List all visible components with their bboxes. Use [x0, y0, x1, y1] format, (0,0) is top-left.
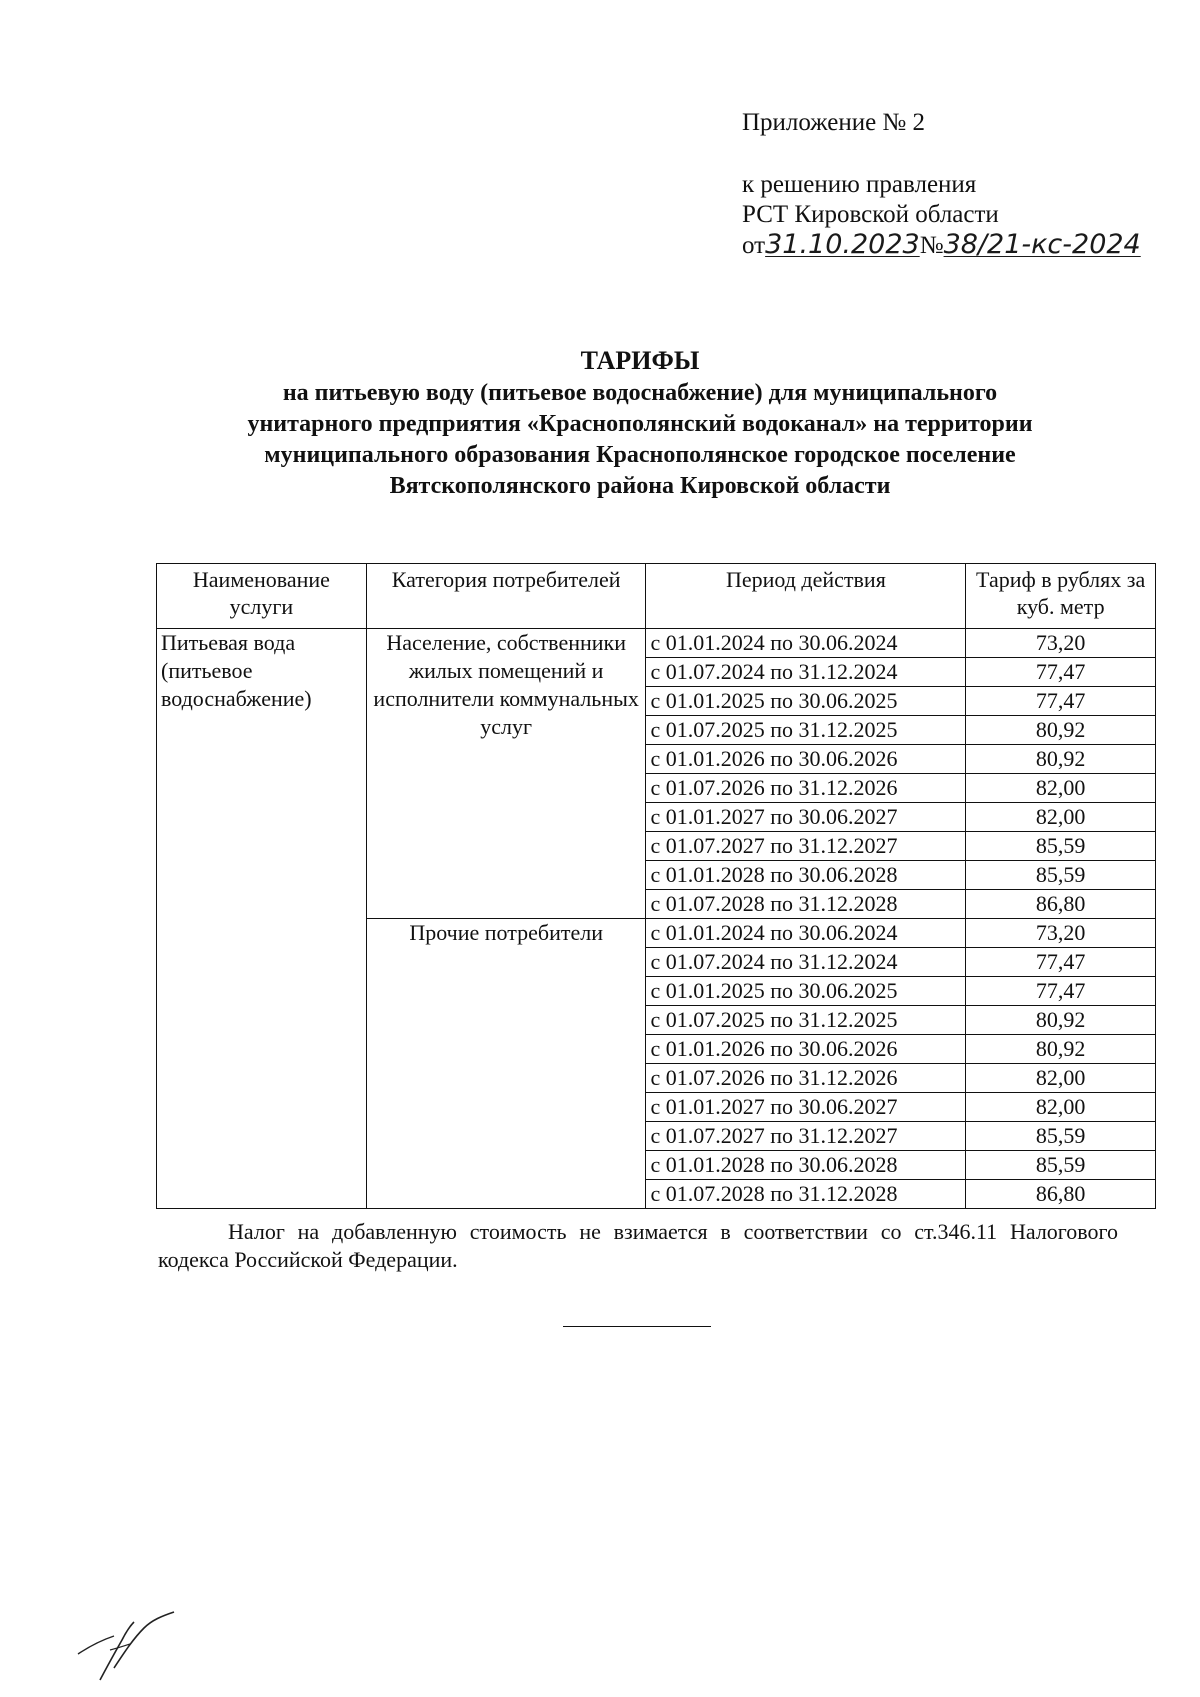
tariff-cell: 77,47 — [966, 687, 1156, 716]
tariff-cell: 77,47 — [966, 948, 1156, 977]
title-line-3: муниципального образования Краснополянское городское поселение — [264, 442, 1016, 468]
period-cell: с 01.01.2024 по 30.06.2024 — [646, 919, 966, 948]
period-cell: с 01.07.2024 по 31.12.2024 — [646, 658, 966, 687]
tariff-cell: 80,92 — [966, 745, 1156, 774]
tariff-cell: 82,00 — [966, 1093, 1156, 1122]
category-cell: Население, собственники жилых помещений и исполнители коммунальных услуг — [366, 629, 646, 919]
tariff-cell: 73,20 — [966, 919, 1156, 948]
document-title — [130, 345, 1150, 502]
period-cell: с 01.01.2028 по 30.06.2028 — [646, 861, 966, 890]
header-tariff: Тариф в рублях за куб. метр — [966, 564, 1156, 629]
appendix-decision-line: к решению правления — [742, 171, 977, 198]
appendix-title: Приложение № 2 — [742, 109, 926, 136]
period-cell: с 01.07.2028 по 31.12.2028 — [646, 1180, 966, 1209]
period-cell: с 01.07.2024 по 31.12.2024 — [646, 948, 966, 977]
appendix-authority-line: РСТ Кировской области — [742, 201, 999, 228]
period-cell: с 01.07.2028 по 31.12.2028 — [646, 890, 966, 919]
closing-divider — [563, 1326, 711, 1327]
period-cell: с 01.01.2027 по 30.06.2027 — [646, 803, 966, 832]
tariff-table — [156, 563, 1156, 1209]
period-cell: с 01.01.2026 по 30.06.2026 — [646, 1035, 966, 1064]
period-cell: с 01.07.2025 по 31.12.2025 — [646, 1006, 966, 1035]
period-cell: с 01.01.2028 по 30.06.2028 — [646, 1151, 966, 1180]
title-line-2: унитарного предприятия «Краснополянский водоканал» на территории — [247, 411, 1033, 437]
tariff-cell: 85,59 — [966, 1122, 1156, 1151]
period-cell: с 01.07.2025 по 31.12.2025 — [646, 716, 966, 745]
period-cell: с 01.01.2024 по 30.06.2024 — [646, 629, 966, 658]
tariff-cell: 85,59 — [966, 861, 1156, 890]
period-cell: с 01.01.2026 по 30.06.2026 — [646, 745, 966, 774]
tariff-cell: 73,20 — [966, 629, 1156, 658]
title-line-1: на питьевую воду (питьевое водоснабжение) для муниципального — [282, 380, 998, 406]
tariff-cell: 86,80 — [966, 890, 1156, 919]
tariff-cell: 77,47 — [966, 977, 1156, 1006]
tariff-cell: 82,00 — [966, 803, 1156, 832]
vat-note: Налог на добавленную стоимость не взимается в соответствии со ст.346.11 Налогового кодекса Российской Федерации. — [158, 1219, 1118, 1272]
tariff-cell: 86,80 — [966, 1180, 1156, 1209]
number-prefix: № — [919, 232, 944, 259]
table-header-row — [157, 564, 1156, 629]
period-cell: с 01.07.2026 по 31.12.2026 — [646, 1064, 966, 1093]
period-cell: с 01.07.2027 по 31.12.2027 — [646, 832, 966, 861]
header-period: Период действия — [646, 564, 966, 629]
period-cell: с 01.01.2025 по 30.06.2025 — [646, 687, 966, 716]
tariff-table-body — [157, 629, 1156, 1209]
tariff-cell: 77,47 — [966, 658, 1156, 687]
title-main: ТАРИФЫ — [580, 346, 700, 375]
appendix-block — [742, 108, 1141, 261]
category-cell: Прочие потребители — [366, 919, 646, 1209]
title-line-4: Вятскополянского района Кировской области — [389, 473, 891, 499]
service-cell: Питьевая вода (питьевое водоснабжение) — [157, 629, 367, 1209]
tariff-cell: 82,00 — [966, 1064, 1156, 1093]
appendix-date-number-line — [742, 230, 1141, 261]
header-category: Категория потребителей — [366, 564, 646, 629]
period-cell: с 01.07.2026 по 31.12.2026 — [646, 774, 966, 803]
tariff-cell: 80,92 — [966, 716, 1156, 745]
handwritten-date: 31.10.2023 — [765, 229, 920, 260]
table-row — [157, 629, 1156, 658]
period-cell: с 01.07.2027 по 31.12.2027 — [646, 1122, 966, 1151]
tariff-cell: 82,00 — [966, 774, 1156, 803]
tariff-cell: 85,59 — [966, 1151, 1156, 1180]
period-cell: с 01.01.2027 по 30.06.2027 — [646, 1093, 966, 1122]
handwritten-signature-icon — [70, 1610, 180, 1685]
handwritten-number: 38/21-кс-2024 — [943, 229, 1141, 260]
tariff-cell: 80,92 — [966, 1035, 1156, 1064]
tariff-cell: 85,59 — [966, 832, 1156, 861]
header-service: Наименование услуги — [157, 564, 367, 629]
date-prefix: от — [742, 232, 766, 259]
tariff-cell: 80,92 — [966, 1006, 1156, 1035]
period-cell: с 01.01.2025 по 30.06.2025 — [646, 977, 966, 1006]
